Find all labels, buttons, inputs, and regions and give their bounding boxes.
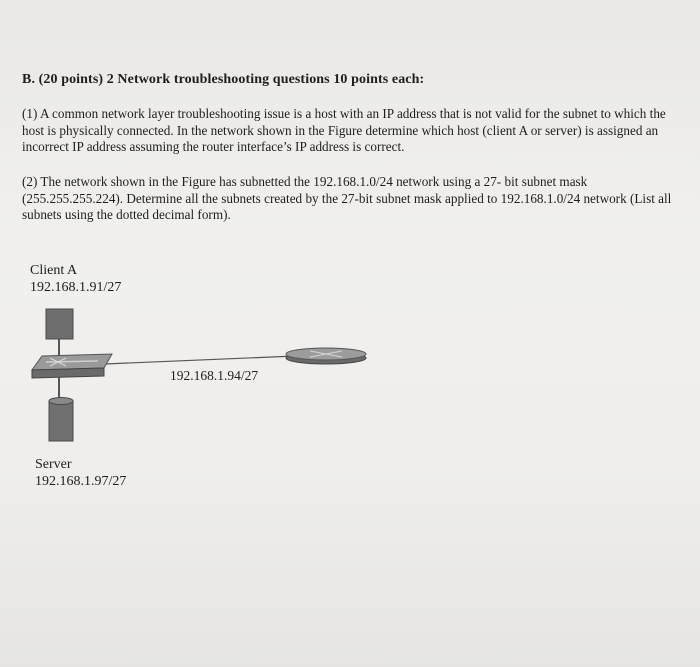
network-link — [105, 356, 295, 364]
question-heading: B. (20 points) 2 Network troubleshooting questions 10 points each: — [22, 72, 425, 87]
router-interface-ip: 192.168.1.94/27 — [170, 368, 259, 383]
client-ip: 192.168.1.91/27 — [30, 280, 122, 295]
server-icon — [49, 377, 73, 441]
question-part-1: (1) A common network layer troubleshooting issue is a host with an IP address that is not valid for the subnet to which the host is physically connected. In the network shown in the Figure determine which host (client A or server) is assigned an incorrect IP address assuming the router interface’s IP address is correct. — [22, 106, 666, 154]
server-ip: 192.168.1.97/27 — [35, 474, 127, 489]
client-a-icon — [46, 309, 73, 356]
client-name: Client A — [30, 263, 78, 278]
question-part-2: (2) The network shown in the Figure has subnetted the 192.168.1.0/24 network using a 27- bit subnet mask (255.255.255.224). Determine all the subnets created by the 27-bit subnet mask applied to 192.168.1.0/24 network (List all subnets using the dotted decimal form). — [22, 174, 672, 222]
server-name: Server — [35, 457, 72, 472]
switch-icon — [32, 354, 112, 378]
router-icon — [286, 348, 366, 364]
